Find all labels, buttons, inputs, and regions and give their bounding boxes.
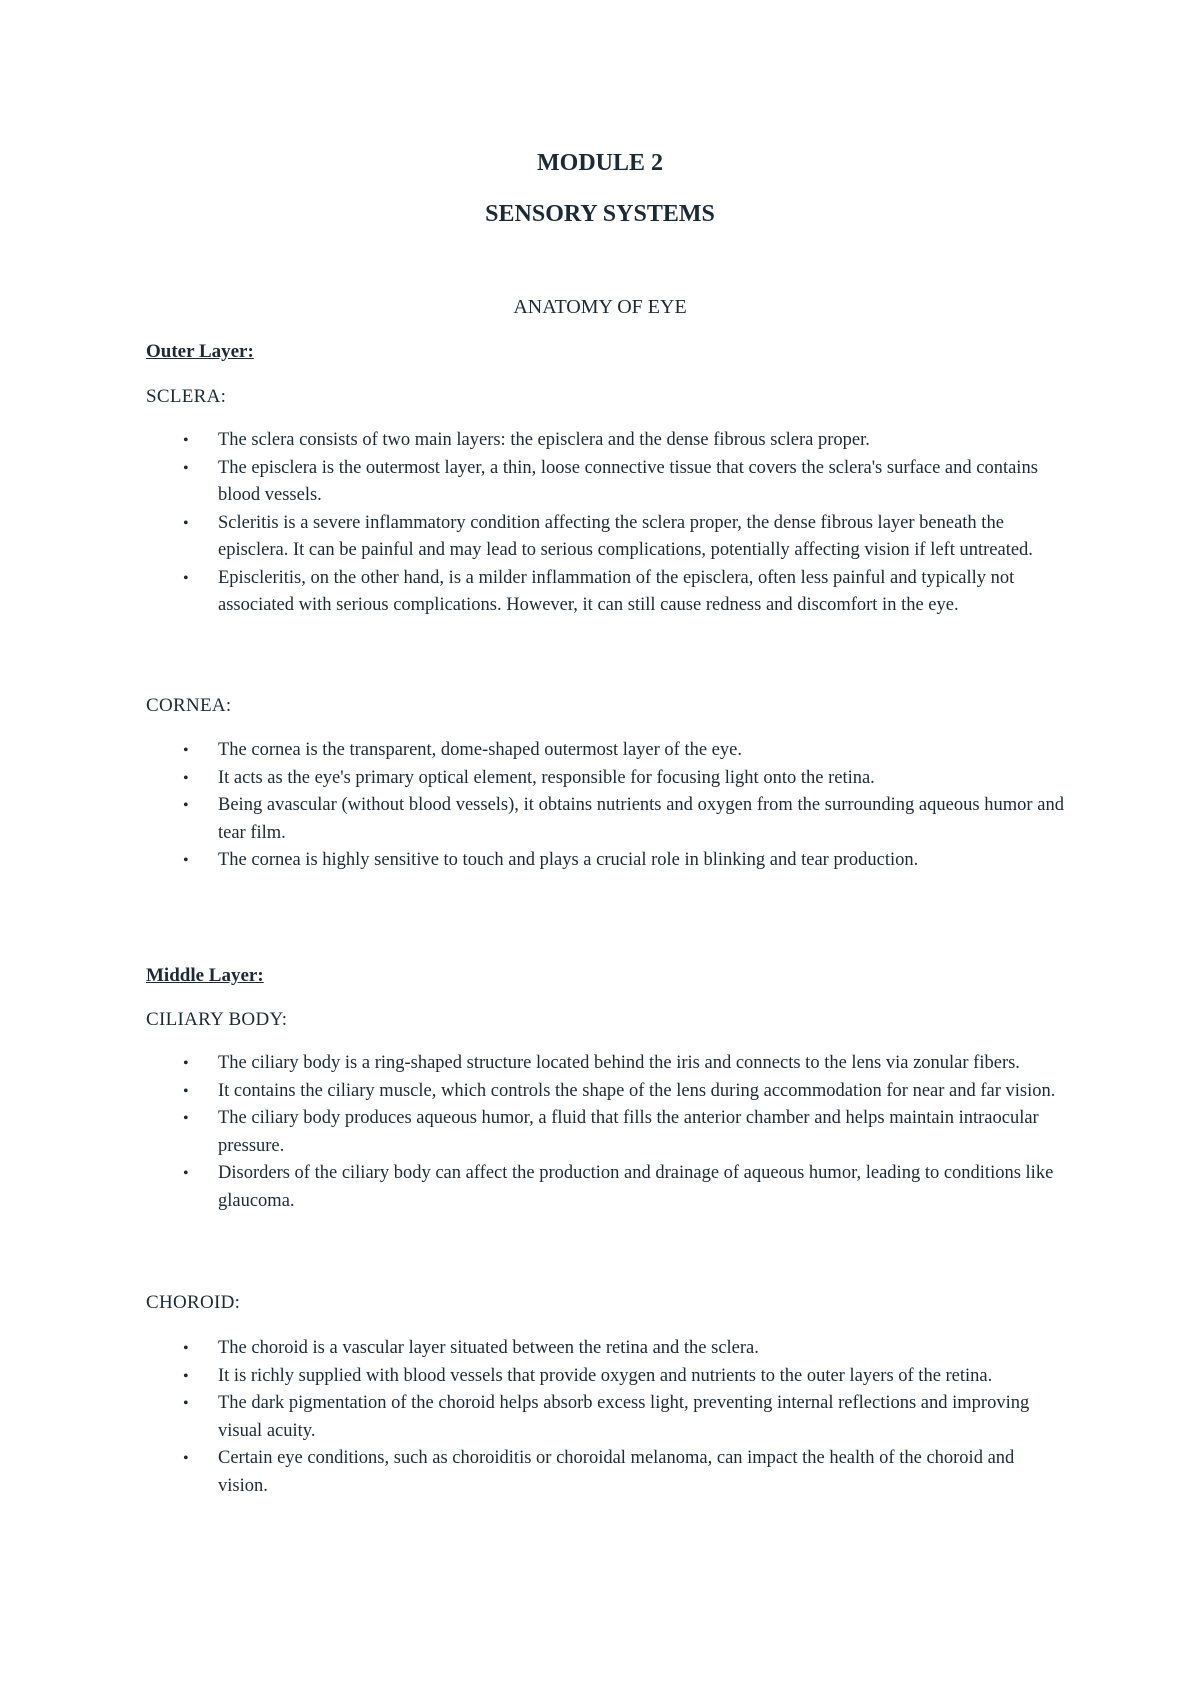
bullet-icon: • <box>183 1450 189 1467</box>
list-item: • The episclera is the outermost layer, a thin, loose connective tissue that covers the sclera's surface and contains blood vessels. <box>146 455 1064 510</box>
outer-layer-heading-block <box>146 339 1064 365</box>
choroid-list-block <box>146 1335 1064 1500</box>
choroid-section <box>146 1290 1064 1316</box>
middle-layer-heading: Middle Layer: <box>146 965 264 986</box>
list-item: • The choroid is a vascular layer situated between the retina and the sclera. <box>146 1335 1064 1363</box>
cornea-list <box>146 737 1064 875</box>
cornea-list-block <box>146 737 1064 875</box>
list-item: • The cornea is highly sensitive to touch and plays a crucial role in blinking and tear production. <box>146 847 1064 875</box>
ciliary-body-list-block <box>146 1050 1064 1215</box>
list-item: • Disorders of the ciliary body can affect the production and drainage of aqueous humor, leading to conditions like glaucoma. <box>146 1160 1064 1215</box>
bullet-icon: • <box>183 1367 189 1385</box>
list-item: • It acts as the eye's primary optical element, responsible for focusing light onto the retina. <box>146 765 1064 793</box>
bullet-icon: • <box>183 1340 189 1357</box>
sclera-list <box>146 427 1064 620</box>
bullet-icon: • <box>183 432 189 449</box>
list-item: • Scleritis is a severe inflammatory condition affecting the sclera proper, the dense fibrous layer beneath the episclera. It can be painful and may lead to serious complications, potentially affecting vision if left untreated. <box>146 510 1064 565</box>
bullet-icon: • <box>183 514 189 532</box>
bullet-icon: • <box>183 1082 189 1100</box>
list-item: • Certain eye conditions, such as choroiditis or choroidal melanoma, can impact the health of the choroid and vision. <box>146 1445 1064 1500</box>
list-item: • The ciliary body produces aqueous humor, a fluid that fills the anterior chamber and helps maintain intraocular pressure. <box>146 1105 1064 1160</box>
outer-layer-heading: Outer Layer: <box>146 341 254 362</box>
list-item: • The sclera consists of two main layers: the episclera and the dense fibrous sclera proper. <box>146 427 1064 455</box>
bullet-icon: • <box>183 459 189 477</box>
sclera-heading: SCLERA: <box>146 386 227 407</box>
subject-title: SENSORY SYSTEMS <box>485 201 715 227</box>
bullet-icon: • <box>183 797 189 814</box>
section-title: ANATOMY OF EYE <box>513 296 687 318</box>
list-item: • It is richly supplied with blood vessels that provide oxygen and nutrients to the outer layers of the retina. <box>146 1363 1064 1391</box>
choroid-heading: CHOROID: <box>146 1292 241 1313</box>
bullet-icon: • <box>183 569 189 587</box>
bullet-icon: • <box>183 1395 189 1412</box>
list-item: • The dark pigmentation of the choroid helps absorb excess light, preventing internal reflections and improving visual acuity. <box>146 1390 1064 1445</box>
middle-layer-heading-block <box>146 963 1064 989</box>
module-title: MODULE 2 <box>537 150 663 176</box>
cornea-section <box>146 693 1064 719</box>
list-item: • The ciliary body is a ring-shaped structure located behind the iris and connects to the lens via zonular fibers. <box>146 1050 1064 1078</box>
sclera-section <box>146 384 1064 410</box>
bullet-icon: • <box>183 742 189 759</box>
bullet-icon: • <box>183 1055 189 1072</box>
list-item: • The cornea is the transparent, dome-shaped outermost layer of the eye. <box>146 737 1064 765</box>
ciliary-body-heading: CILIARY BODY: <box>146 1009 288 1030</box>
sclera-list-block <box>146 427 1064 620</box>
bullet-icon: • <box>183 769 189 787</box>
bullet-icon: • <box>183 852 189 869</box>
bullet-icon: • <box>183 1165 189 1182</box>
list-item: • Episcleritis, on the other hand, is a milder inflammation of the episclera, often less painful and typically not associated with serious complications. However, it can still cause redness and discomfort in the eye. <box>146 565 1064 620</box>
bullet-icon: • <box>183 1110 189 1127</box>
ciliary-body-section <box>146 1007 1064 1033</box>
choroid-list <box>146 1335 1064 1500</box>
ciliary-body-list <box>146 1050 1064 1215</box>
cornea-heading: CORNEA: <box>146 695 232 716</box>
list-item: • Being avascular (without blood vessels), it obtains nutrients and oxygen from the surrounding aqueous humor and tear film. <box>146 792 1064 847</box>
list-item: • It contains the ciliary muscle, which controls the shape of the lens during accommodation for near and far vision. <box>146 1078 1064 1106</box>
